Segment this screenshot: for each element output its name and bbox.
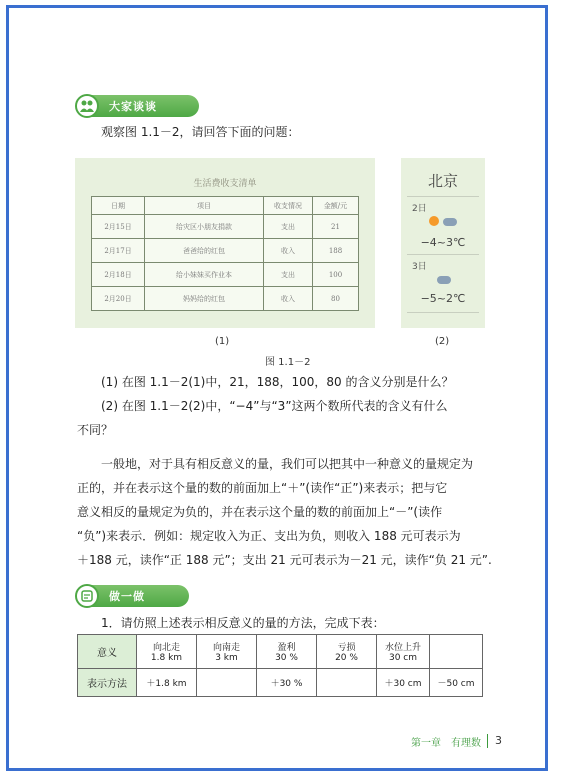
cell-date: 2月17日 xyxy=(92,239,145,263)
col-bottom: 3 km xyxy=(215,653,238,663)
col-header xyxy=(197,635,257,669)
question-2-line1: (2) 在图 1.1－2(2)中，“−4”与“3”这两个数所代表的含义有什么 xyxy=(101,399,448,413)
cell-date: 2月18日 xyxy=(92,263,145,287)
cloud-icon xyxy=(437,276,451,284)
people-icon xyxy=(75,94,99,118)
col-header xyxy=(377,635,430,669)
chapter-label: 第一章 xyxy=(411,738,441,749)
table-row xyxy=(92,263,359,287)
hand-writing-icon xyxy=(75,584,99,608)
cell-amount: 80 xyxy=(313,287,359,311)
cell-status: 支出 xyxy=(264,263,313,287)
cell-status: 收入 xyxy=(264,287,313,311)
figure-label: 图 1.1－2 xyxy=(265,357,311,368)
body-line: 正的，并在表示这个量的数的前面加上“＋”(读作“正”)来表示；把与它 xyxy=(77,481,448,495)
cell-status: 收入 xyxy=(264,239,313,263)
figure2-caption: (2) xyxy=(435,336,450,347)
header-date: 日期 xyxy=(92,197,145,215)
cell-item: 妈妈给的红包 xyxy=(145,287,264,311)
col-bottom: 20 % xyxy=(335,653,358,663)
section-title: 大家谈谈 xyxy=(109,100,157,113)
col-top: 亏损 xyxy=(337,643,356,653)
weather-temp1: −4~3℃ xyxy=(420,236,466,249)
body-line: 意义相反的量规定为负的，并在表示这个量的数的前面加上“－”(读作 xyxy=(77,505,443,519)
exercise-text: 1．请仿照上述表示相反意义的量的方法，完成下表： xyxy=(101,616,385,630)
col-header xyxy=(257,635,317,669)
cell-date: 2月20日 xyxy=(92,287,145,311)
col-header xyxy=(137,635,197,669)
answer-cell[interactable] xyxy=(197,669,257,697)
figure-expense-list xyxy=(75,158,375,328)
weather-day1: 2日 xyxy=(412,204,427,214)
divider xyxy=(407,312,479,313)
col-header xyxy=(317,635,377,669)
table-row xyxy=(92,215,359,239)
divider xyxy=(407,254,479,255)
cell-item: 爸爸给的红包 xyxy=(145,239,264,263)
answer-cell[interactable]: ＋1.8 km xyxy=(137,669,197,697)
answer-cell[interactable]: －50 cm xyxy=(430,669,483,697)
col-bottom: 30 % xyxy=(275,653,298,663)
header-meaning: 意义 xyxy=(78,635,137,669)
header-item: 项目 xyxy=(145,197,264,215)
body-line: “负”)来表示．例如：规定收入为正、支出为负，则收入 188 元可表示为 xyxy=(77,529,461,543)
table-row xyxy=(92,287,359,311)
sun-icon xyxy=(429,216,439,226)
city-name: 北京 xyxy=(427,172,458,190)
figure1-caption: (1) xyxy=(215,336,230,347)
cell-amount: 21 xyxy=(313,215,359,239)
answer-cell[interactable]: ＋30 % xyxy=(257,669,317,697)
cell-item: 给小妹妹买作业本 xyxy=(145,263,264,287)
page-number: 3 xyxy=(495,734,502,747)
answer-cell[interactable] xyxy=(317,669,377,697)
expense-table xyxy=(91,196,359,311)
weather-day2: 3日 xyxy=(412,262,427,272)
col-bottom: 1.8 km xyxy=(150,653,183,663)
body-line: 一般地，对于具有相反意义的量，我们可以把其中一种意义的量规定为 xyxy=(101,457,474,471)
textbook-page xyxy=(6,5,548,771)
divider xyxy=(407,196,479,197)
col-bottom: 30 cm xyxy=(388,653,418,663)
cloud-icon xyxy=(443,218,457,226)
col-top: 向南走 xyxy=(212,643,240,653)
body-line: ＋188 元，读作“正 188 元”；支出 21 元可表示为－21 元，读作“负 21 元”. xyxy=(77,553,492,567)
section-banner-try xyxy=(77,585,189,607)
chapter-name: 有理数 xyxy=(451,738,481,749)
footer-divider xyxy=(487,734,488,748)
weather-temp2: −5~2℃ xyxy=(420,292,466,305)
intro-text: 观察图 1.1－2，请回答下面的问题： xyxy=(101,125,300,139)
answer-cell[interactable]: ＋30 cm xyxy=(377,669,430,697)
col-header xyxy=(430,635,483,669)
header-status: 收支情况 xyxy=(264,197,313,215)
question-1: (1) 在图 1.1－2(1)中，21，188，100，80 的含义分别是什么？ xyxy=(101,375,454,389)
figure-title: 生活费收支清单 xyxy=(193,179,257,189)
figure-weather xyxy=(401,158,485,328)
row-label: 表示方法 xyxy=(78,669,137,697)
cell-status: 支出 xyxy=(264,215,313,239)
header-amount: 金额/元 xyxy=(313,197,359,215)
exercise-table xyxy=(77,634,483,697)
question-2-line2: 不同？ xyxy=(77,423,114,437)
table-row xyxy=(92,239,359,263)
section-title: 做一做 xyxy=(109,590,145,603)
cell-date: 2月15日 xyxy=(92,215,145,239)
cell-item: 给灾区小朋友捐款 xyxy=(145,215,264,239)
col-top: 盈利 xyxy=(277,643,296,653)
cell-amount: 188 xyxy=(313,239,359,263)
col-top: 水位上升 xyxy=(384,643,421,653)
col-top: 向北走 xyxy=(152,643,180,653)
cell-amount: 100 xyxy=(313,263,359,287)
section-banner-discuss xyxy=(77,95,199,117)
